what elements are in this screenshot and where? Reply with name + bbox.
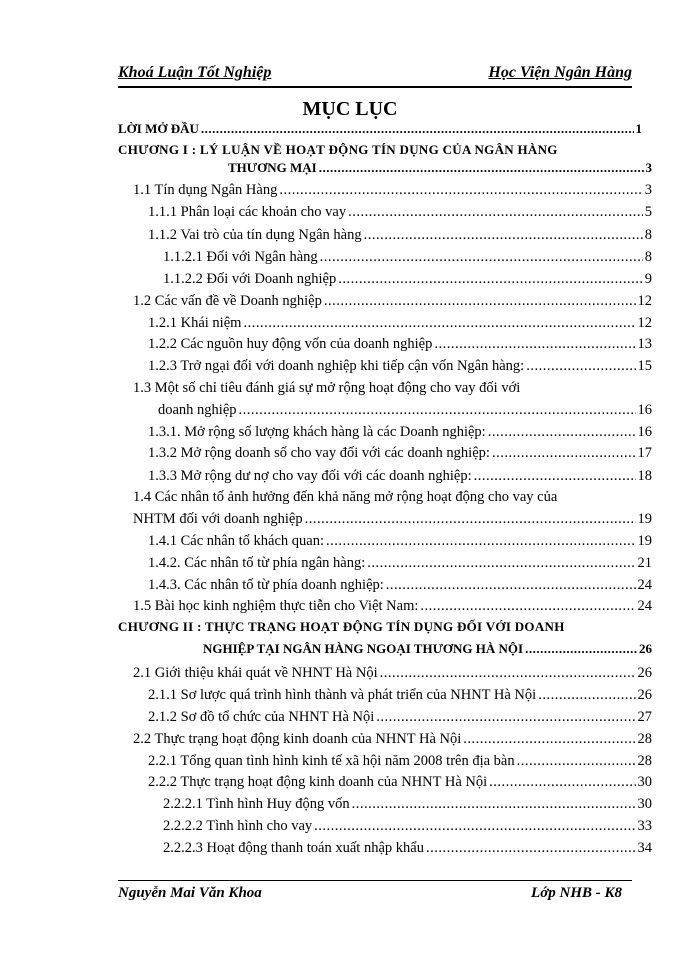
header-left: Khoá Luận Tốt Nghiệp [118,64,272,81]
toc-entry[interactable]: 1.3.2 Mở rộng doanh số cho vay đối với các doanh nghiệp: ..... 17 [148,444,652,462]
toc-entry[interactable]: THƯƠNG MẠI ..... 3 [228,159,652,177]
toc-entry[interactable]: 1.3.1. Mở rộng số lượng khách hàng là các Doanh nghiệp: ..... 16 [148,423,652,441]
page-footer [118,880,632,901]
toc-entry[interactable]: 1.1.2.1 Đối với Ngân hàng ..... 8 [163,248,652,266]
toc-entry[interactable]: 2.2.2 Thực trạng hoạt động kinh doanh của NHNT Hà Nội ..... 30 [148,773,652,791]
header-right: Học Viện Ngân Hàng [488,64,632,81]
toc-entry[interactable]: 2.2.2.2 Tình hình cho vay ..... 33 [163,817,652,835]
toc-entry[interactable]: 2.2.2.3 Hoạt động thanh toán xuất nhập khẩu ..... 34 [163,839,652,857]
toc-entry[interactable]: 2.1.2 Sơ đồ tổ chức của NHNT Hà Nội ..... 27 [148,708,652,726]
toc-entry[interactable]: 1.4.1 Các nhân tố khách quan: ..... 19 [148,532,652,550]
toc-entry[interactable]: 2.1.1 Sơ lược quá trình hình thành và phát triển của NHNT Hà Nội ..... 26 [148,686,652,704]
toc-entry[interactable]: 2.2 Thực trạng hoạt động kinh doanh của NHNT Hà Nội ..... 28 [133,730,652,748]
toc-entry[interactable]: 2.2.1 Tổng quan tình hình kinh tế xã hội năm 2008 trên địa bàn ..... 28 [148,752,652,770]
toc-entry[interactable]: 2.1 Giới thiệu khái quát về NHNT Hà Nội ..... 26 [133,664,652,682]
toc-entry[interactable]: 1.3.3 Mở rộng dư nợ cho vay đối với các doanh nghiệp: ..... 18 [148,467,652,485]
toc-entry[interactable]: NGHIỆP TẠI NGÂN HÀNG NGOẠI THƯƠNG HÀ NỘI ..... 26 [203,640,652,658]
toc-entry[interactable]: 1.2.3 Trở ngại đối với doanh nghiệp khi tiếp cận vốn Ngân hàng: ..... 15 [148,357,652,375]
toc-entry[interactable]: 1.1.1 Phân loại các khoản cho vay ..... 5 [148,203,652,221]
toc-entry[interactable]: 2.2.2.1 Tình hình Huy động vốn ..... 30 [163,795,652,813]
toc-entry[interactable]: 1.2.1 Khái niệm ..... 12 [148,314,652,332]
toc-entry[interactable]: 1.1.2 Vai trò của tín dụng Ngân hàng ..... 8 [148,226,652,244]
page-header [118,64,632,88]
toc-entry[interactable]: 1.1 Tín dụng Ngân Hàng ..... 3 [133,181,652,199]
toc-entry[interactable]: LỜI MỞ ĐẦU ..... 1 [118,120,642,138]
toc-entry[interactable]: CHƯƠNG II : THỰC TRẠNG HOẠT ĐỘNG TÍN DỤNG ĐỐI VỚI DOANH [118,619,565,634]
toc-entry[interactable]: 1.4 Các nhân tố ảnh hưởng đến khả năng mở rộng hoạt động cho vay của [133,489,558,505]
toc-entry[interactable]: 1.2.2 Các nguồn huy động vốn của doanh nghiệp ..... 13 [148,335,652,353]
toc-entry[interactable]: CHƯƠNG I : LÝ LUẬN VỀ HOẠT ĐỘNG TÍN DỤNG CỦA NGÂN HÀNG [118,142,558,157]
footer-author: Nguyễn Mai Văn Khoa [118,885,262,901]
footer-class: Lớp NHB - K8 [531,885,622,901]
toc-entry[interactable]: 1.3 Một số chỉ tiêu đánh giá sự mở rộng hoạt động cho vay đối với [133,380,521,396]
page-title: MỤC LỤC [302,98,398,120]
toc-entry[interactable]: 1.5 Bài học kinh nghiệm thực tiễn cho Việt Nam: ..... 24 [133,597,652,615]
toc-entry[interactable]: 1.4.2. Các nhân tố từ phía ngân hàng: ..... 21 [148,554,652,572]
toc-entry[interactable]: 1.4.3. Các nhân tố từ phía doanh nghiệp: ..... 24 [148,576,652,594]
toc-entry[interactable]: 1.1.2.2 Đối với Doanh nghiệp ..... 9 [163,270,652,288]
toc-entry[interactable]: doanh nghiệp ..... 16 [158,401,652,419]
toc-entry[interactable]: 1.2 Các vấn đề về Doanh nghiệp ..... 12 [133,292,652,310]
toc-entry[interactable]: NHTM đối với doanh nghiệp ..... 19 [133,510,652,528]
